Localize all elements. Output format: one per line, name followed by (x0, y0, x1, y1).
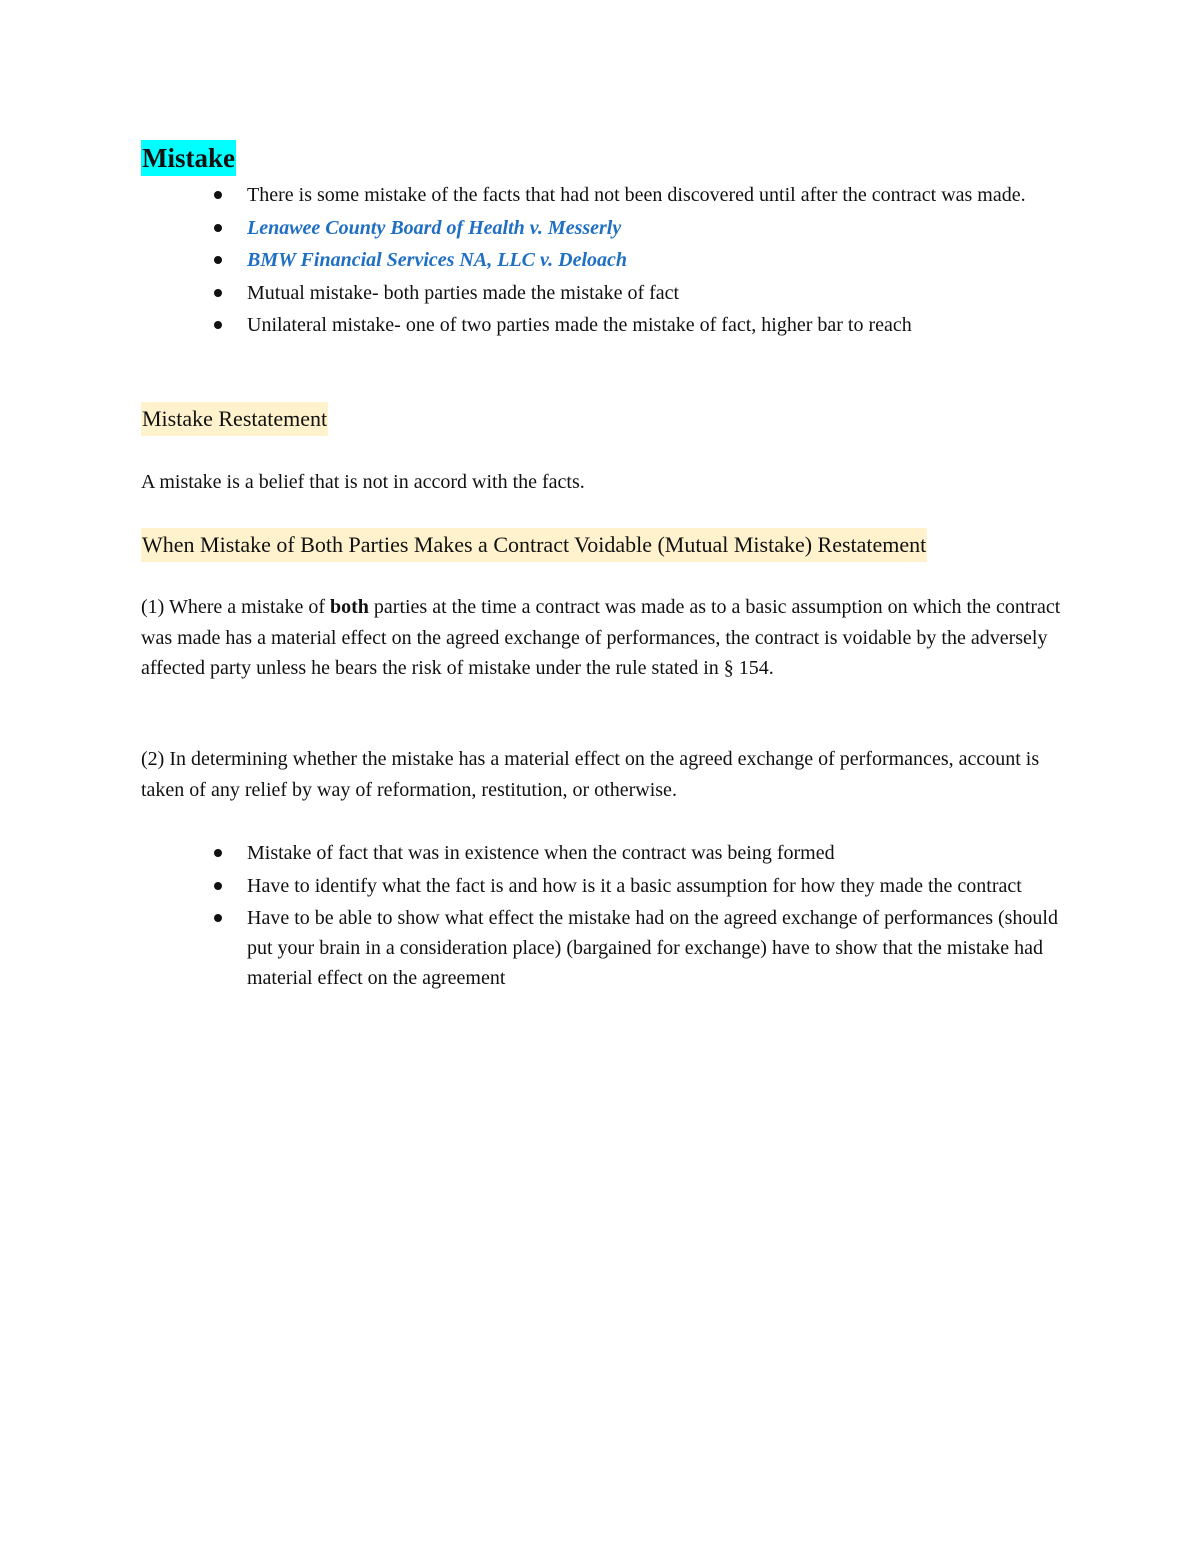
list-item (0, 903, 1200, 993)
bullet-text: Have to be able to show what effect the mistake had on the agreed exchange of performances (should put your brain in a consideration place) (bargained for exchange) have to show that the mistake had material effect on the agreement (247, 907, 1058, 989)
list-item (0, 245, 1200, 275)
mistake-bullet-list (0, 180, 1200, 343)
list-item (0, 871, 1200, 901)
bullet-text: Have to identify what the fact is and how is it a basic assumption for how they made the contract (247, 874, 1022, 897)
bullet-text: Mutual mistake- both parties made the mistake of fact (247, 281, 680, 304)
bullet-icon (214, 256, 222, 264)
bullet-icon (214, 882, 222, 890)
case-citation: Lenawee County Board of Health v. Messerly (247, 216, 622, 239)
bullet-icon (214, 191, 222, 199)
emphasis-both: both (330, 596, 369, 618)
heading-mutual-mistake-restatement: When Mistake of Both Parties Makes a Contract Voidable (Mutual Mistake) Restatement (141, 528, 927, 562)
restatement-paragraph-1 (141, 592, 1061, 684)
list-item (0, 180, 1200, 210)
bullet-text: Unilateral mistake- one of two parties made the mistake of fact, higher bar to reach (247, 314, 912, 336)
mutual-mistake-bullet-list (0, 838, 1200, 996)
bullet-text: Mistake of fact that was in existence when the contract was being formed (247, 842, 835, 864)
list-item (0, 213, 1200, 243)
case-citation: BMW Financial Services NA, LLC v. Deloach (247, 249, 627, 271)
restatement-definition: A mistake is a belief that is not in accord with the facts. (141, 471, 585, 493)
heading-mistake-restatement: Mistake Restatement (141, 402, 328, 436)
bullet-icon (214, 224, 222, 232)
bullet-icon (214, 321, 222, 329)
list-item (0, 278, 1200, 308)
bullet-icon (214, 849, 222, 857)
list-item (0, 838, 1200, 868)
bullet-icon (214, 289, 222, 297)
bullet-text: There is some mistake of the facts that had not been discovered until after the contract was made. (247, 184, 1026, 206)
paragraph-text: parties at the time a contract was made as to a basic assumption on which the contract was made has a material effect on the agreed exchange of performances, the contract is voidable by the adversely affected party unless he bears the risk of mistake under the rule stated in § 154. (141, 596, 1061, 680)
restatement-paragraph-2: (2) In determining whether the mistake has a material effect on the agreed exchange of performances, account is taken of any relief by way of reformation, restitution, or otherwise. (141, 748, 1040, 801)
bullet-icon (214, 914, 222, 922)
heading-mistake: Mistake (141, 140, 236, 176)
list-item (0, 310, 1200, 340)
paragraph-text: (1) Where a mistake of (141, 596, 330, 618)
